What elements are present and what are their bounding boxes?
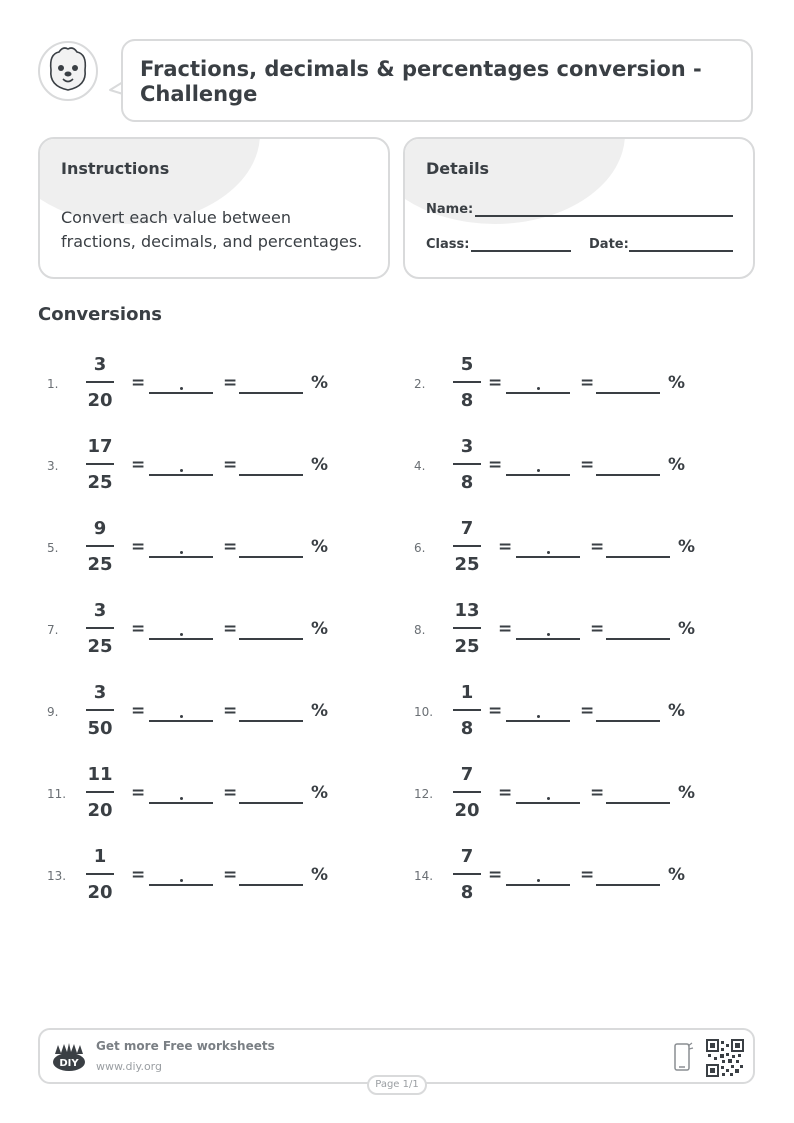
problem-4	[414, 430, 734, 510]
percentage-answer-blank[interactable]	[606, 638, 670, 640]
fraction-numerator: 7	[460, 846, 474, 867]
fraction	[80, 762, 120, 822]
decimal-answer-blank[interactable]	[506, 720, 570, 722]
fraction-denominator: 25	[87, 554, 113, 575]
fraction-denominator: 20	[87, 390, 113, 411]
decimal-answer-blank[interactable]	[149, 638, 213, 640]
decimal-answer-blank[interactable]	[149, 556, 213, 558]
fraction-denominator: 8	[460, 472, 474, 493]
fraction-bar	[86, 381, 114, 383]
fraction-numerator: 17	[87, 436, 113, 457]
fraction-numerator: 9	[93, 518, 107, 539]
decimal-point	[537, 469, 540, 472]
percent-sign: %	[311, 537, 329, 557]
fraction-bar	[86, 791, 114, 793]
problem-1	[47, 348, 367, 428]
fraction-denominator: 25	[454, 636, 480, 657]
instructions-text	[61, 206, 362, 254]
percentage-answer-blank[interactable]	[606, 802, 670, 804]
fraction	[447, 680, 487, 740]
problem-number: 13.	[47, 869, 67, 883]
fraction	[447, 434, 487, 494]
equals-sign: =	[131, 865, 146, 885]
page-title-line2: Challenge	[140, 82, 258, 106]
equals-sign: =	[580, 455, 595, 475]
problem-5	[47, 512, 367, 592]
instructions-title: Instructions	[61, 159, 170, 178]
fraction	[447, 352, 487, 412]
fraction-bar	[453, 873, 481, 875]
decimal-answer-blank[interactable]	[149, 884, 213, 886]
percentage-answer-blank[interactable]	[239, 884, 303, 886]
name-label: Name:	[426, 202, 474, 217]
percent-sign: %	[311, 783, 329, 803]
section-title: Conversions	[38, 304, 162, 325]
fraction-denominator: 25	[87, 636, 113, 657]
class-field[interactable]	[471, 250, 571, 252]
decimal-point	[547, 797, 550, 800]
percent-sign: %	[311, 455, 329, 475]
percentage-answer-blank[interactable]	[239, 556, 303, 558]
fraction-bar	[453, 627, 481, 629]
decimal-answer-blank[interactable]	[149, 392, 213, 394]
details-title: Details	[426, 159, 490, 178]
fraction-bar	[86, 709, 114, 711]
equals-sign: =	[580, 701, 595, 721]
instructions-text-line2: fractions, decimals, and percentages.	[61, 232, 363, 251]
problem-14	[414, 840, 734, 920]
equals-sign: =	[223, 619, 238, 639]
fraction-denominator: 20	[454, 800, 480, 821]
equals-sign: =	[223, 783, 238, 803]
fraction-numerator: 7	[460, 764, 474, 785]
decimal-point	[180, 551, 183, 554]
title-box	[121, 39, 753, 122]
fraction-denominator: 50	[87, 718, 113, 739]
problem-number: 12.	[414, 787, 434, 801]
percentage-answer-blank[interactable]	[239, 392, 303, 394]
date-field[interactable]	[629, 250, 733, 252]
name-field[interactable]	[475, 215, 733, 217]
equals-sign: =	[590, 783, 605, 803]
percent-sign: %	[668, 865, 686, 885]
page-number: Page 1/1	[367, 1075, 427, 1095]
phone-icon	[674, 1042, 694, 1074]
percentage-answer-blank[interactable]	[239, 802, 303, 804]
instructions-card	[38, 137, 390, 279]
fraction-bar	[86, 873, 114, 875]
equals-sign: =	[488, 865, 503, 885]
decimal-point	[180, 797, 183, 800]
page-title	[140, 57, 702, 107]
equals-sign: =	[223, 455, 238, 475]
problem-number: 11.	[47, 787, 67, 801]
problem-13	[47, 840, 367, 920]
decimal-answer-blank[interactable]	[516, 638, 580, 640]
fraction-numerator: 13	[454, 600, 480, 621]
equals-sign: =	[131, 537, 146, 557]
problem-3	[47, 430, 367, 510]
fraction-numerator: 7	[460, 518, 474, 539]
equals-sign: =	[498, 783, 513, 803]
decimal-answer-blank[interactable]	[506, 474, 570, 476]
equals-sign: =	[580, 865, 595, 885]
decimal-answer-blank[interactable]	[149, 474, 213, 476]
fraction	[447, 844, 487, 904]
decimal-answer-blank[interactable]	[516, 802, 580, 804]
fraction	[80, 680, 120, 740]
equals-sign: =	[131, 783, 146, 803]
fraction-bar	[453, 381, 481, 383]
fraction	[80, 352, 120, 412]
decimal-point	[537, 715, 540, 718]
percentage-answer-blank[interactable]	[239, 474, 303, 476]
equals-sign: =	[131, 701, 146, 721]
fraction-bar	[453, 791, 481, 793]
fraction	[447, 516, 487, 576]
fraction-denominator: 8	[460, 718, 474, 739]
fraction-numerator: 11	[87, 764, 113, 785]
decimal-point	[537, 879, 540, 882]
equals-sign: =	[498, 619, 513, 639]
percent-sign: %	[311, 865, 329, 885]
fraction-bar	[86, 627, 114, 629]
decimal-answer-blank[interactable]	[506, 884, 570, 886]
fraction-denominator: 20	[87, 800, 113, 821]
equals-sign: =	[223, 373, 238, 393]
percentage-answer-blank[interactable]	[596, 474, 660, 476]
percentage-answer-blank[interactable]	[596, 392, 660, 394]
problem-9	[47, 676, 367, 756]
fraction	[447, 762, 487, 822]
fraction	[80, 844, 120, 904]
fraction-bar	[453, 463, 481, 465]
decimal-point	[180, 633, 183, 636]
decimal-point	[547, 551, 550, 554]
date-label: Date:	[589, 237, 629, 252]
problem-number: 2.	[414, 377, 426, 391]
page-title-line1: Fractions, decimals & percentages conversion -	[140, 57, 702, 81]
problem-number: 1.	[47, 377, 59, 391]
percent-sign: %	[668, 455, 686, 475]
percent-sign: %	[668, 701, 686, 721]
equals-sign: =	[590, 537, 605, 557]
logo-text: DIY	[59, 1058, 79, 1069]
fraction-bar	[86, 463, 114, 465]
problem-number: 7.	[47, 623, 59, 637]
equals-sign: =	[488, 373, 503, 393]
decimal-point	[547, 633, 550, 636]
fraction-bar	[453, 709, 481, 711]
percent-sign: %	[678, 783, 696, 803]
equals-sign: =	[131, 619, 146, 639]
percent-sign: %	[311, 619, 329, 639]
fraction-numerator: 3	[93, 682, 107, 703]
fraction-numerator: 1	[93, 846, 107, 867]
equals-sign: =	[223, 701, 238, 721]
percentage-answer-blank[interactable]	[239, 638, 303, 640]
fraction	[447, 598, 487, 658]
problem-12	[414, 758, 734, 838]
equals-sign: =	[590, 619, 605, 639]
details-card	[403, 137, 755, 279]
fraction-bar	[86, 545, 114, 547]
fraction-numerator: 5	[460, 354, 474, 375]
decimal-point	[537, 387, 540, 390]
decimal-point	[180, 469, 183, 472]
decimal-answer-blank[interactable]	[506, 392, 570, 394]
equals-sign: =	[498, 537, 513, 557]
percent-sign: %	[678, 537, 696, 557]
fraction	[80, 598, 120, 658]
problem-number: 9.	[47, 705, 59, 719]
mascot-face-icon	[37, 40, 99, 102]
percent-sign: %	[311, 701, 329, 721]
percentage-answer-blank[interactable]	[239, 720, 303, 722]
problem-number: 8.	[414, 623, 426, 637]
percent-sign: %	[678, 619, 696, 639]
problem-6	[414, 512, 734, 592]
footer-main-text: Get more Free worksheets	[96, 1039, 275, 1053]
problem-number: 6.	[414, 541, 426, 555]
equals-sign: =	[131, 455, 146, 475]
fraction-numerator: 1	[460, 682, 474, 703]
diy-logo-icon	[52, 1042, 86, 1072]
qr-code-icon[interactable]	[706, 1039, 744, 1077]
percentage-answer-blank[interactable]	[596, 720, 660, 722]
instructions-text-line1: Convert each value between	[61, 208, 291, 227]
problem-11	[47, 758, 367, 838]
problem-number: 14.	[414, 869, 434, 883]
fraction	[80, 516, 120, 576]
equals-sign: =	[223, 537, 238, 557]
decimal-answer-blank[interactable]	[516, 556, 580, 558]
equals-sign: =	[131, 373, 146, 393]
problem-7	[47, 594, 367, 674]
class-label: Class:	[426, 237, 470, 252]
fraction-denominator: 25	[454, 554, 480, 575]
fraction-denominator: 25	[87, 472, 113, 493]
fraction-numerator: 3	[460, 436, 474, 457]
decimal-point	[180, 387, 183, 390]
problem-number: 4.	[414, 459, 426, 473]
problem-number: 3.	[47, 459, 59, 473]
problem-10	[414, 676, 734, 756]
decimal-answer-blank[interactable]	[149, 720, 213, 722]
fraction-bar	[453, 545, 481, 547]
fraction-denominator: 8	[460, 390, 474, 411]
equals-sign: =	[580, 373, 595, 393]
footer-url[interactable]: www.diy.org	[96, 1060, 162, 1073]
equals-sign: =	[223, 865, 238, 885]
decimal-answer-blank[interactable]	[149, 802, 213, 804]
decimal-point	[180, 879, 183, 882]
problem-number: 10.	[414, 705, 434, 719]
percentage-answer-blank[interactable]	[606, 556, 670, 558]
fraction-denominator: 20	[87, 882, 113, 903]
percent-sign: %	[668, 373, 686, 393]
percent-sign: %	[311, 373, 329, 393]
equals-sign: =	[488, 701, 503, 721]
problem-2	[414, 348, 734, 428]
problem-8	[414, 594, 734, 674]
fraction-numerator: 3	[93, 600, 107, 621]
equals-sign: =	[488, 455, 503, 475]
decimal-point	[180, 715, 183, 718]
percentage-answer-blank[interactable]	[596, 884, 660, 886]
problem-number: 5.	[47, 541, 59, 555]
fraction-denominator: 8	[460, 882, 474, 903]
fraction	[80, 434, 120, 494]
fraction-numerator: 3	[93, 354, 107, 375]
